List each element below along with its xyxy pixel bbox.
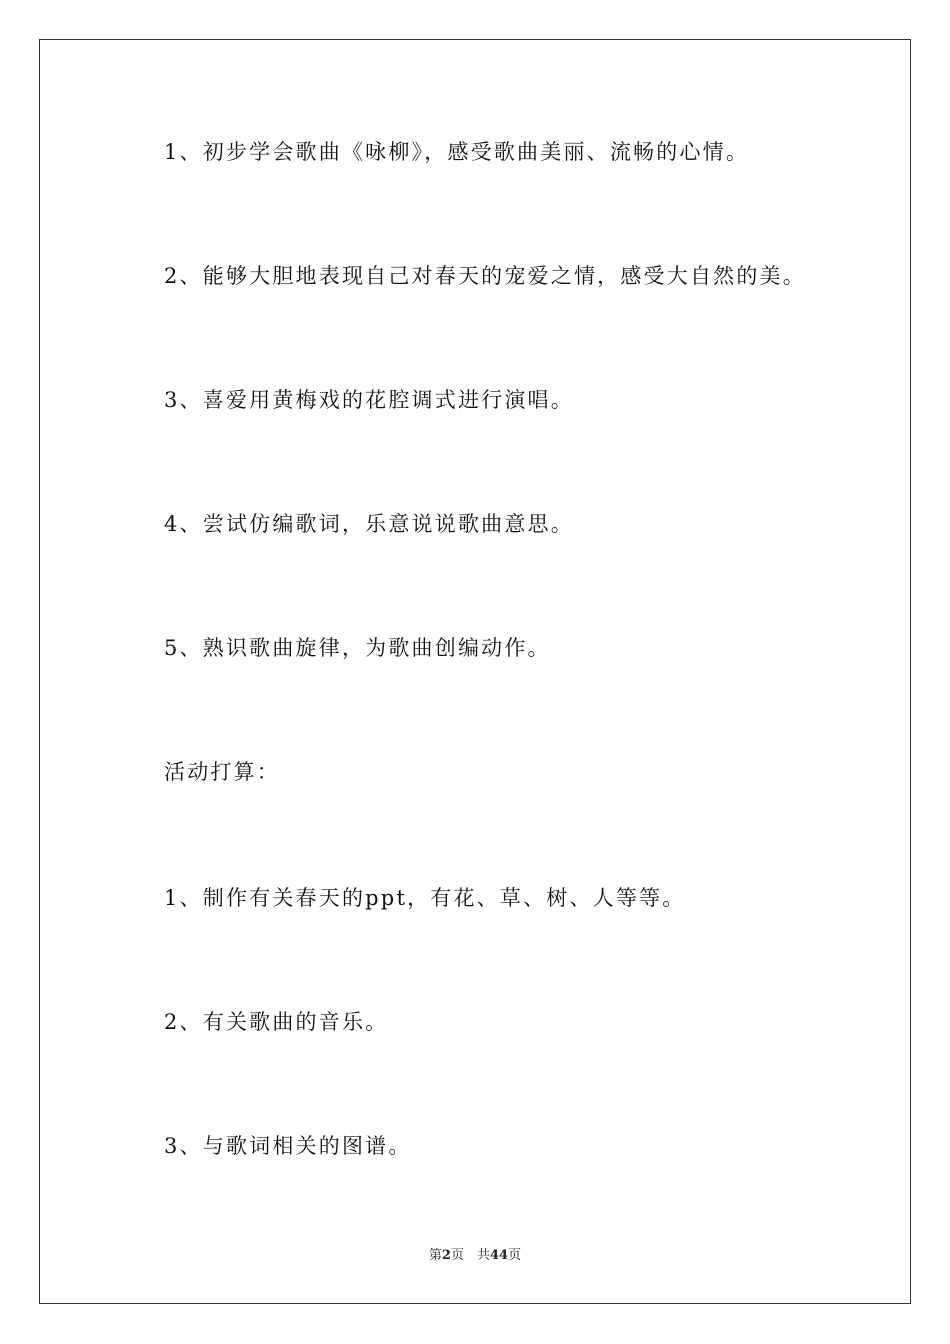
paragraph-line: 3、喜爱用黄梅戏的花腔调式进行演唱。 bbox=[164, 388, 574, 412]
footer-prefix: 第 bbox=[428, 1248, 442, 1263]
paragraph-line: 2、有关歌曲的音乐。 bbox=[164, 1010, 389, 1034]
current-page-number: 2 bbox=[441, 1248, 451, 1263]
paragraph-line: 5、熟识歌曲旋律，为歌曲创编动作。 bbox=[164, 636, 551, 660]
paragraph-line: 1、初步学会歌曲《咏柳》，感受歌曲美丽、流畅的心情。 bbox=[164, 140, 750, 164]
page-number-footer bbox=[0, 1247, 950, 1265]
footer-suffix: 页 bbox=[508, 1248, 522, 1263]
paragraph-line: 1、制作有关春天的ppt，有花、草、树、人等等。 bbox=[164, 886, 686, 910]
total-pages-number: 44 bbox=[489, 1248, 509, 1263]
page-border bbox=[39, 39, 911, 1304]
paragraph-line: 2、能够大胆地表现自己对春天的宠爱之情，感受大自然的美。 bbox=[164, 264, 806, 288]
footer-middle: 页 共 bbox=[450, 1248, 490, 1263]
section-heading: 活动打算： bbox=[164, 760, 280, 784]
paragraph-line: 4、尝试仿编歌词，乐意说说歌曲意思。 bbox=[164, 512, 574, 536]
paragraph-line: 3、与歌词相关的图谱。 bbox=[164, 1134, 412, 1158]
